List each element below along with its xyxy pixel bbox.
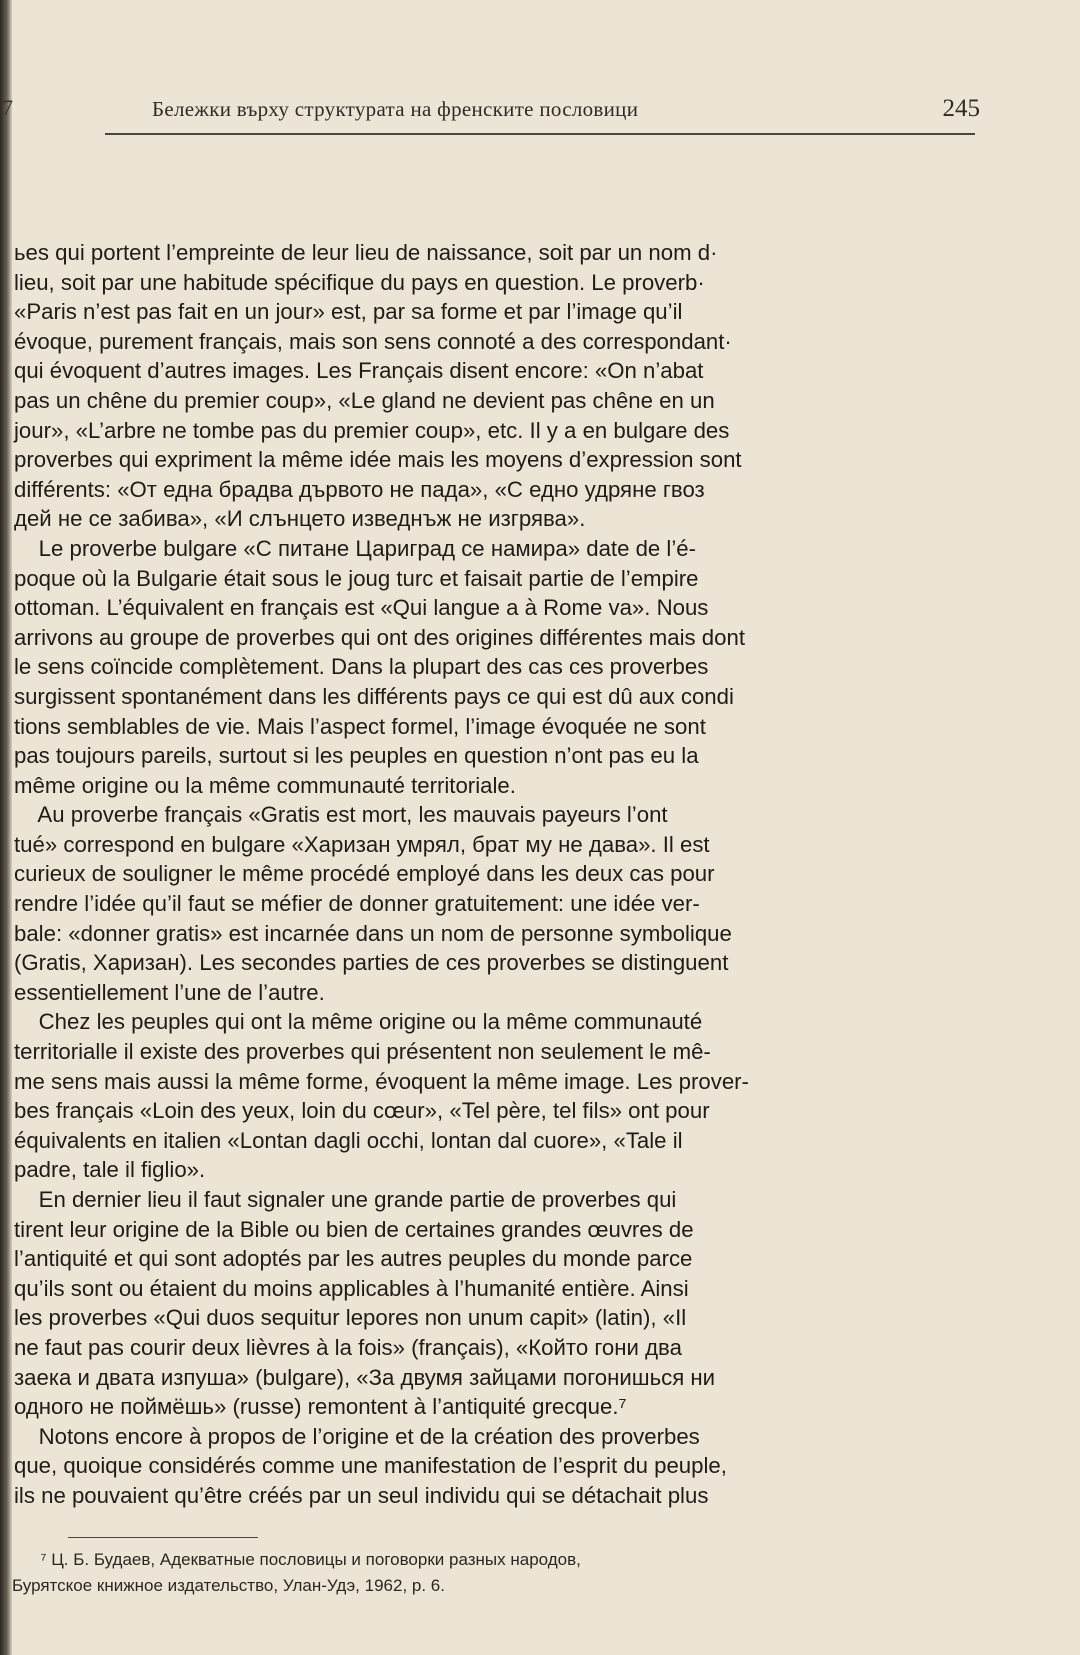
- text-line: bale: «donner gratis» est incarnée dans un nom de personne symbolique: [14, 920, 732, 946]
- text-line: Le proverbe bulgare «С питане Цариград се намира» date de l’é-: [14, 535, 697, 561]
- text-line: me sens mais aussi la même forme, évoquent la même image. Les prover-: [14, 1068, 749, 1094]
- body-text: [14, 238, 984, 1511]
- running-header: [2, 95, 980, 135]
- text-line: заека и двата изпуша» (bulgare), «За двумя зайцами погонишься ни: [14, 1364, 716, 1390]
- text-line: tué» correspond en bulgare «Харизан умрял, брат му не дава». Il est: [14, 831, 710, 857]
- text-line: ьes qui portent l’empreinte de leur lieu de naissance, soit par un nom d·: [14, 240, 718, 265]
- text-line: padre, tale il figlio».: [14, 1157, 206, 1183]
- text-line: tirent leur origine de la Bible ou bien de certaines grandes œuvres de: [14, 1216, 694, 1242]
- text-line: différents: «От една брадва дървото не пада», «С едно удряне гвоз: [14, 476, 705, 502]
- footnote-rule: [68, 1537, 258, 1538]
- text-line: Au proverbe français «Gratis est mort, les mauvais payeurs l’ont: [14, 802, 668, 828]
- text-line: qu’ils sont ou étaient du moins applicables à l’humanité entière. Ainsi: [14, 1275, 689, 1301]
- book-binding-edge: [0, 0, 12, 1655]
- text-line: lieu, soit par une habitude spécifique du pays en question. Le proverb·: [14, 269, 705, 295]
- text-line: le sens coïncide complètement. Dans la plupart des cas ces proverbes: [14, 654, 709, 680]
- text-line: jour», «L’arbre ne tombe pas du premier coup», etc. Il y a en bulgare des: [14, 417, 730, 443]
- text-line: rendre l’idée qu’il faut se méfier de donner gratuitement: une idée ver-: [14, 891, 700, 917]
- text-line: bes français «Loin des yeux, loin du cœur», «Tel père, tel fils» ont pour: [14, 1098, 710, 1124]
- text-line: surgissent spontanément dans les différents pays ce qui est dû aux condi: [14, 683, 734, 709]
- chapter-marker: 7: [2, 95, 13, 120]
- text-line: territorialle il existe des proverbes qui présentent non seulement le mê-: [14, 1039, 711, 1065]
- text-line: «Paris n’est pas fait en un jour» est, par sa forme et par l’image qu’il: [14, 299, 683, 325]
- footnote: [12, 1547, 1012, 1599]
- running-title: Бележки върху структурата на френските пословици: [152, 97, 639, 121]
- text-line: En dernier lieu il faut signaler une grande partie de proverbes qui: [14, 1187, 677, 1212]
- text-line: ottoman. L’équivalent en français est «Qui langue a à Rome va». Nous: [14, 595, 709, 621]
- text-line: évoque, purement français, mais son sens connoté a des correspondant·: [14, 328, 732, 354]
- text-line: les proverbes «Qui duos sequitur lepores non unum capit» (latin), «Il: [14, 1305, 687, 1331]
- text-line: tions semblables de vie. Mais l’aspect formel, l’image évoquée ne sont: [14, 713, 706, 739]
- text-line: (Gratis, Харизан). Les secondes parties de ces proverbes se distinguent: [14, 950, 729, 976]
- text-line: essentiellement l’une de l’autre.: [14, 979, 325, 1005]
- text-line: curieux de souligner le même procédé employé dans les deux cas pour: [14, 861, 715, 887]
- text-line: qui évoquent d’autres images. Les Français disent encore: «On n’abat: [14, 358, 704, 384]
- text-line: ils ne pouvaient qu’être créés par un seul individu qui se détachait plus: [14, 1482, 709, 1508]
- text-line: Notons encore à propos de l’origine et de la création des proverbes: [14, 1423, 700, 1449]
- text-line: poque où la Bulgarie était sous le joug turc et faisait partie de l’empire: [14, 565, 699, 591]
- text-line: дей не се забива», «И слънцето изведнъж не изгрява».: [14, 506, 586, 532]
- text-line: pas un chêne du premier coup», «Le gland ne devient pas chêne en un: [14, 387, 715, 413]
- footnote-line: Бурятское книжное издательство, Улан-Удэ, 1962, р. 6.: [12, 1576, 445, 1595]
- text-line: l’antiquité et qui sont adoptés par les autres peuples du monde parce: [14, 1246, 693, 1272]
- page-number: 245: [942, 95, 980, 122]
- text-line: одного не поймёшь» (russe) remontent à l’antiquité grecque.⁷: [14, 1394, 627, 1420]
- text-line: que, quoique considérés comme une manifestation de l’esprit du peuple,: [14, 1453, 727, 1479]
- text-line: ne faut pas courir deux lièvres à la fois» (français), «Който гони два: [14, 1334, 682, 1360]
- text-line: pas toujours pareils, surtout si les peuples en question n’ont pas eu la: [14, 743, 699, 769]
- text-line: Chez les peuples qui ont la même origine ou la même communauté: [14, 1009, 703, 1035]
- text-line: proverbes qui expriment la même idée mais les moyens d’expression sont: [14, 447, 742, 473]
- text-line: même origine ou la même communauté territoriale.: [14, 772, 516, 798]
- footnote-line: ⁷ Ц. Б. Будаев, Адекватные пословицы и поговорки разных народов,: [12, 1550, 581, 1569]
- text-line: équivalents en italien «Lontan dagli occhi, lontan dal cuore», «Tale il: [14, 1127, 683, 1153]
- text-line: arrivons au groupe de proverbes qui ont des origines différentes mais dont: [14, 624, 745, 650]
- header-rule: [105, 133, 975, 135]
